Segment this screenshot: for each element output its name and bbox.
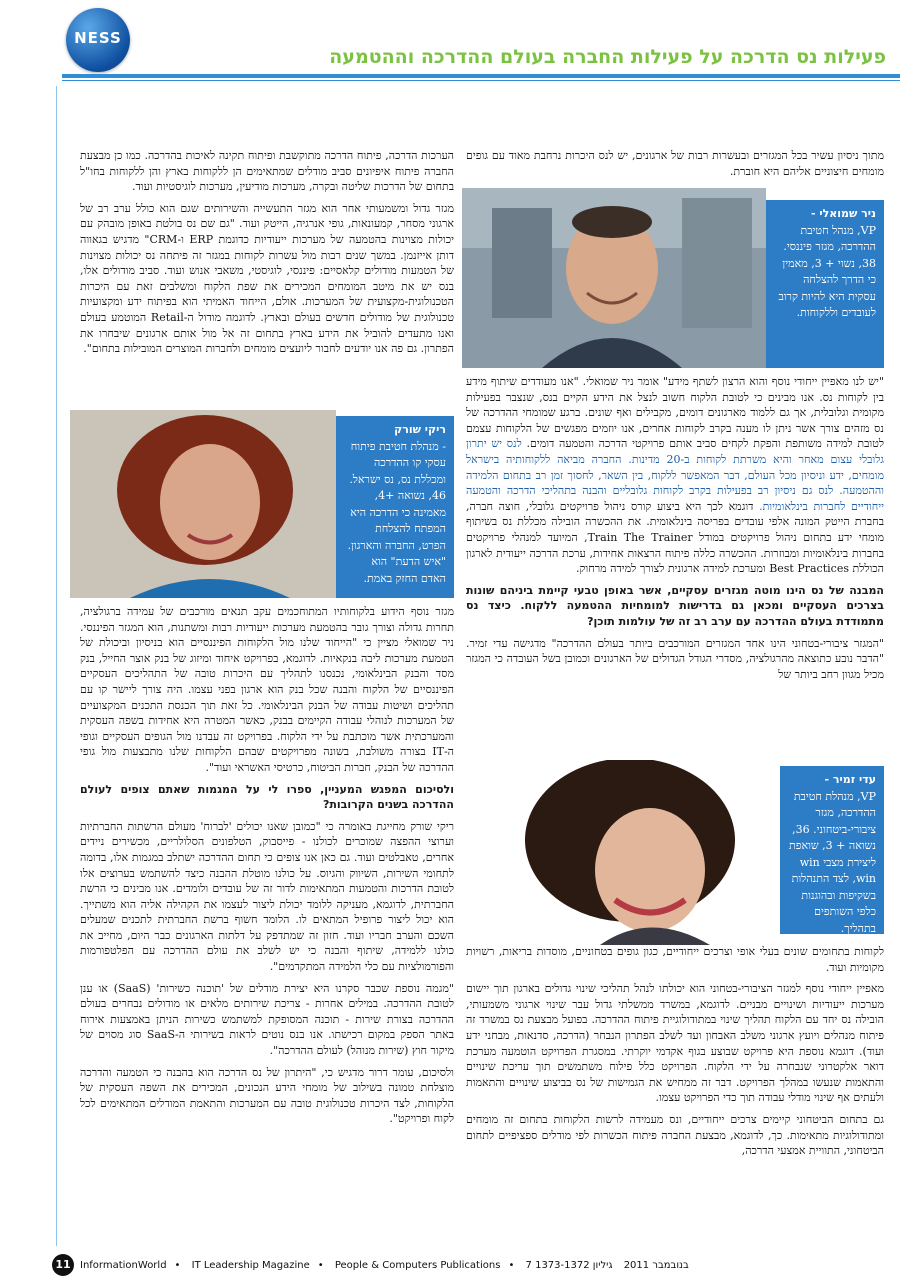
question-sectors: המבנה של נס הינו מוטה מגזרים עסקיים, אשר באופן טבעי קיימת ביניהם שונות בצרכים העסקיים ומכאן גם בדרישות למומחיות ההטמעה ללקוח. כיצד נס מתמודדת בעולם ההדרכה עם ערב רב זה של עולמות תוכן? — [466, 583, 884, 628]
nir-quote-highlight: לנס יש יתרון גלובלי עצום מאחר והיא משרתת לקוחות ב-20 מדינות. החברה מביאה ללקוחותיה בישראל מומחים, ידע וניסיון מכל העולם, דבר המאפשר ללקוח, בין השאר, לחסוך זמן רב בתחום הלמידה וההטמעה. לנס גם ניסיון רב בפעילות בקרב לקוחות גלובליים והבנה בתהליכי הדרכה והטמעה ייחודיים לחברות בינלאומיות. — [466, 437, 884, 513]
caption-nir-text: VP, מנהל חטיבת ההדרכה, מגזר פיננסי. 38, נשוי + 3, מאמין כי הדרך להצלחה עסקית היא להיות קרוב לעובדים וללקוחות. — [778, 223, 876, 319]
left-paragraph-2: מגזר גדול ומשמעותי אחר הוא מגזר התעשייה והשירותים שגם הוא כולל ערב רב של ארגוני מסחר, קמעונאות, גופי אנרגיה, הייטק ועוד. "גם שם נס בולטת באופן מובהק עם יכולות מצוינות בהטמעה של מערכות ייעודיות כדוגמת ERP ו-CRM" מדגיש בגאווה דותן אייזנמן. במשך שנים רבות מול עשרות לקוחות במגזר זה פיתחה נס יכולות מצוינות של הטמעות מודולים קלאסיים: פיננסי, לוגיסטי, משאבי אנוש ועוד. סביב מודולים אלו, בנס יש את מיטב המומחים המכירים את שפת הלקוח ומשלבים זאת עם היכרות הטכנולוגית-מקצועית של המערכות. אולם, הייחוד האמיתי הוא בפיתוח ידע ומקצועיות טכנולוגית של מודולים חדשים בעולם ובארץ. לדוגמה מודול ה-Retail המוטמע בעולם ואנו מתעדים להוביל את הידע בארץ בתחום זה אל מול אותם ארגונים שיבחרו את הפתרון. גם פה אנו יודעים לחבור ליועצים מומחים ולחברות המוצרים המובילות בתחום". — [80, 201, 454, 356]
footer-item: InformationWorld — [80, 1260, 167, 1271]
photo-adi-zamir — [480, 760, 780, 945]
intro-paragraph: מתוך ניסיון עשיר בכל המגזרים ובעשרות רבות של ארגונים, יש לנס היכרות נרחבת מאוד עם גופים מומחים חיצוניים אליהם היא חוברת. — [466, 149, 884, 178]
footer-item: IT Leadership Magazine — [191, 1260, 310, 1271]
left-paragraph-6: ולסיכום, עומר דרור מדגיש כי, "היתרון של נס הדרכה הוא בהבנה כי הטמעה והדרכה מוצלחת טמונה בשילוב של מומחי הידע הנכונים, המכירים את השפה העסקית של הלקוחות, לצד היכרות טכנולוגית טובה עם המערכות והתאמת המודלים המתאימים לכל לקוח ופרויקט". — [80, 1065, 454, 1126]
left-paragraph-1: הערכות הדרכה, פיתוח הדרכה מתוקשבת ופיתוח תקינה לאיכות בהדרכה. כמו כן מבצעת החברה פיתוח איפיונים סביב מודלים שמתאימים הן ללקוחות בארץ והן ללקוחות בחו"ל בתחום של הדרכות שליטה ובקרה, מערכות מודיעין, מערכות לוגיסטיות ועוד. — [80, 149, 454, 194]
header-rule — [62, 74, 900, 78]
caption-riki-name: ריקי שורק — [394, 423, 446, 436]
left-column-bottom — [80, 604, 454, 1133]
question-trends: ולסיכום המפגש המעניין, ספרו לי על המגמות שאתם צופים לעולם ההדרכה בשנים הקרובות? — [80, 782, 454, 812]
caption-adi-text: VP, מנהלת חטיבת ההדרכה, מגזר ציבורי-ביטחוני. 36, נשואה + 3, שואפת ליצירת מצבי win win, לצד התנהלות בשקיפות ובהוגנות כלפי השותפים בתהליך. — [789, 789, 876, 935]
footer-publication-info: InformationWorld • IT Leadership Magazine • People & Computers Publications • 7 בנובמבר 2011 גיליון 1373-1372 — [80, 1260, 689, 1271]
ness-logo — [66, 8, 130, 72]
page-title: פעילות נס הדרכה על פעילות החברה בעולם ההדרכה וההטמעה — [329, 46, 886, 68]
footer-item: גיליון 1373-1372 — [535, 1260, 613, 1271]
adi-answer-change: מאפיין ייחודי נוסף למגזר הציבורי-בטחוני הוא יכולתו לנהל תהליכי שינוי גדולים בארגון תוך יישום מערכות ייעודיות ושינויים מבניים. לדוגמא, במשרד ממשלתי גדול עבר שינוי ארגוני משמעותי, הובילה נס יחד עם הלקוח תהליך שינוי במתודולוגיית פיתוח ההדרכה. בפועל מבצעת נס במשרד זה פיתוח מנהלים ויועץ ארגוני משלב האבחון ועד לשלב הפתרון הנבחר (הדרכה, סדנאות, מבחני ידע ועוד). דוגמא נוספת היא פרויקט שבוצע בגוף אקדמי יוקרתי. במסגרת הפרויקט הוטמעה מערכת דואר אלקטרוני שנבחרה על ידי הלקוח. הפרויקט כלל פילוח משתמשים תוך עריכת שינויים והתאמות שנעשו במהלך הפרויקט. דבר זה ממחיש את הגמישות של נס בביצוע שינויים והתאמות ולעתים אף שינוי מודלי עבודה תוך כדי הפרויקט עצמו. — [466, 982, 884, 1105]
footer-item: People & Computers Publications — [334, 1260, 501, 1271]
left-paragraph-3: מגזר נוסף הידוע בלקוחותיו המתוחכמים עקב תנאים מורכבים של עמידה ברגולציה, תחרות גדולה וצורך גובר בהטמעת מערכות ייעודיות רבות ומשתנות, הוא המגזר הפיננסי. ניר שמואלי מציין כי "הייחוד שלנו מול הלקוחות הפיננסיים הוא בניסיון וביכולת של הטמעת מערכות ליבה בנקאיות. לדוגמא, בפרויקט איחוד ומיזוג של בנק אוצר החייל, בנק מסד והבנק הבינלאומי, נכנסנו לתהליך עם היכרות טובה של התהליכים העסקיים הפיננסיים של הלקוח והבנה שכל בנק הוא ארגון בפני עצמו. היה צורך ליישר קו עם תהליכים ושיטות עבודה של הבנק הבינלאומי. כל זאת תוך הכנסת התכנים המקצועיים של המערכות לנוהלי עבודה הקיימים בבנק, כאשר המטרה היא אחידות בשפה העסקית והמערכתית אשר מוכתבת על ידי הלקוח. בפרויקט זה עבדנו מול הגופים העסקיים וגופי ה-IT בצורה משולבת, בשונה מפרויקטים שבהם הלקוחות שלנו מתבצעות מול גופי ההדרכה של הבנק, חברות הביטוח, כרטיסי האשראי ועוד". — [80, 605, 454, 774]
caption-adi-name: עדי זמיר - — [824, 773, 876, 786]
left-paragraph-5: "מגמה נוספת שכבר סקרנו היא יצירת מודלים של 'תוכנה כשירות' (SaaS) או ענן לטובת ההדרכה. במילים אחרות - צריכת שירותים מלאים או מודולים נבחרים בעולם ההדרכה בצורת שירות - תוכנה המסופקת למשתמש כשירות הניתן באמצעות אירוח באתר הספק במקום רכישתו. אנו בנס נוטים לראות בשירותי ה-SaaS סוג מסוים של מיקור חוץ (שירות מנוהל) לעולם ההדרכה". — [80, 981, 454, 1058]
logo-text: NESS — [74, 29, 122, 47]
header-rule-thin — [62, 80, 900, 81]
adi-answer: "המגזר ציבורי-בטחוני הינו אחד המגזרים המורכבים ביותר בעולם ההדרכה" מדגישה עדי זמיר. "הדבר נובע כתוצאה מהרגולציה, מסדרי הגודל הגדולים של הארגונים וכמובן בשל העובדה כי המגזר מכיל מגוון רחב ביותר של — [466, 636, 884, 681]
left-paragraph-4: ריקי שורק מחייגת באומרה כי "כמובן שאנו יכולים 'לברוח' מעולם הרשתות החברתיות וערוצי ההפצה שמוכרים לכולנו - פייסבוק, הטלפונים הסלולריים, מכשירים ניידים אחרים, טאבלטים ועוד. גם כאן אנו צופים כי תחום ההדרכה ישתלב במגמות אלו, בדומה לתחומי השירות, השיווק והגיוס. על כולנו מוטלת ההבנה כיצד להשתמש בערוצים אלו לטובת הדרכות והטמעות המתאימות לדור זה של עובדים ולומדים. אנו מבינים כי הרשת החברתית, לדוגמא, מעניקה ללומד יכולת ליצור לעצמו את הקהילה אליה הוא משתייך. הוא יכול ליצור פרופיל המתאים לו. הלומד חשוף ברשת החברתית לתכנים שמעלים השכם והערב חבריו ועוד. חזון זה שמתדפק על דלתות הארגונים כבר היום, מחייב את כולנו ללמידה, שיתוף והבנה כי יש לשלב את עולם ההדרכה עם הפלטפורמות והפורמולציות עם כלי הלמידה המתקדמים". — [80, 819, 454, 974]
caption-riki — [336, 416, 454, 598]
photo-riki-shorek — [70, 410, 336, 598]
nir-quote-text: "יש לנו מאפיין ייחודי נוסף והוא הרצון לשתף מידע" אומר ניר שמואלי. "אנו מעודדים שיתוף מידע בין לקוחות נס. אנו מבינים כי לטובת הלקוח חשוב לנצל את הידע הקיים בנס, שנצבר בפעילות מקומית וגלובלית, אך גם ללמוד מארגונים דומים, מקבילים ואף שונים. ברגע שמומחי ההדרכה של נס מזהים צורך אשר ניתן לו מענה בקרב לקוחות אחרים, אנו יוזמים מפגשים של הלקוחות עצמם לטובת למידה משותפת והפקת לקחים סביב אותם פרויקטי הדרכה והטמעה דומים. — [466, 375, 885, 451]
photo-nir-shmueli — [462, 188, 766, 368]
caption-nir-name: ניר שמואלי - — [810, 207, 876, 220]
page-frame-line — [56, 86, 57, 1246]
nir-quote — [466, 374, 884, 577]
caption-nir — [766, 200, 884, 368]
right-column-bottom — [466, 944, 884, 1165]
right-column-main — [466, 374, 884, 688]
caption-adi — [780, 766, 884, 934]
footer-item: 7 בנובמבר 2011 — [525, 1260, 689, 1271]
adi-answer-cont: לקוחות בתחומים שונים בעלי אופי וצרכים ייחודיים, כגון גופים בטחוניים, מוסדות בריאות, רשויות מקומיות ועוד. — [466, 945, 884, 974]
left-column-top — [80, 148, 454, 363]
security-paragraph: גם בתחום הביטחוני קיימים צרכים ייחודיים, ונס מעמידה לרשות הלקוחות בתחום זה מומחים ומתודולוגיות מתאימות. כך, לדוגמא, מבצעת החברה פיתוח הכשרות לפי מודלים ספציפיים לתחום הביטחוני, התוויית אמצעי הדרכה, — [466, 1112, 884, 1158]
nir-quote-end: דוגמא לכך היא ביצוע קורס ניהול פרויקטים גלובלי, חוצה חברה, בחברת הייטק המונה אלפי עובדים בפריסה בינלאומית. את ההכשרה הובילה מכללת נס בשיתוף מומחי ידע בתחום ניהול פרויקטים במודל Train The Trainer, המיועד למנהלי פרויקטים בחברות בינלאומיות ומבוזרות. ההכשרה כללה פיתוח הרצאות אחידות, ערכת הדרכה ייעודית לארגון הכוללת Best Practices ומערכת למידה ארגונית לצורך למידה מרחוק. — [466, 499, 884, 576]
page-number: 11 — [52, 1254, 74, 1276]
right-column-intro — [466, 148, 884, 185]
caption-riki-text: - מנהלת חטיבת פיתוח עסקי קו ההדרכה ומכללת נס, נס ישראל. 46, נשואה +4, מאמינה כי הדרכה היא המפתח להצלחת הפרט, החברה והארגון. "איש הדעת" הוא האדם החזק באמת. — [347, 439, 446, 585]
